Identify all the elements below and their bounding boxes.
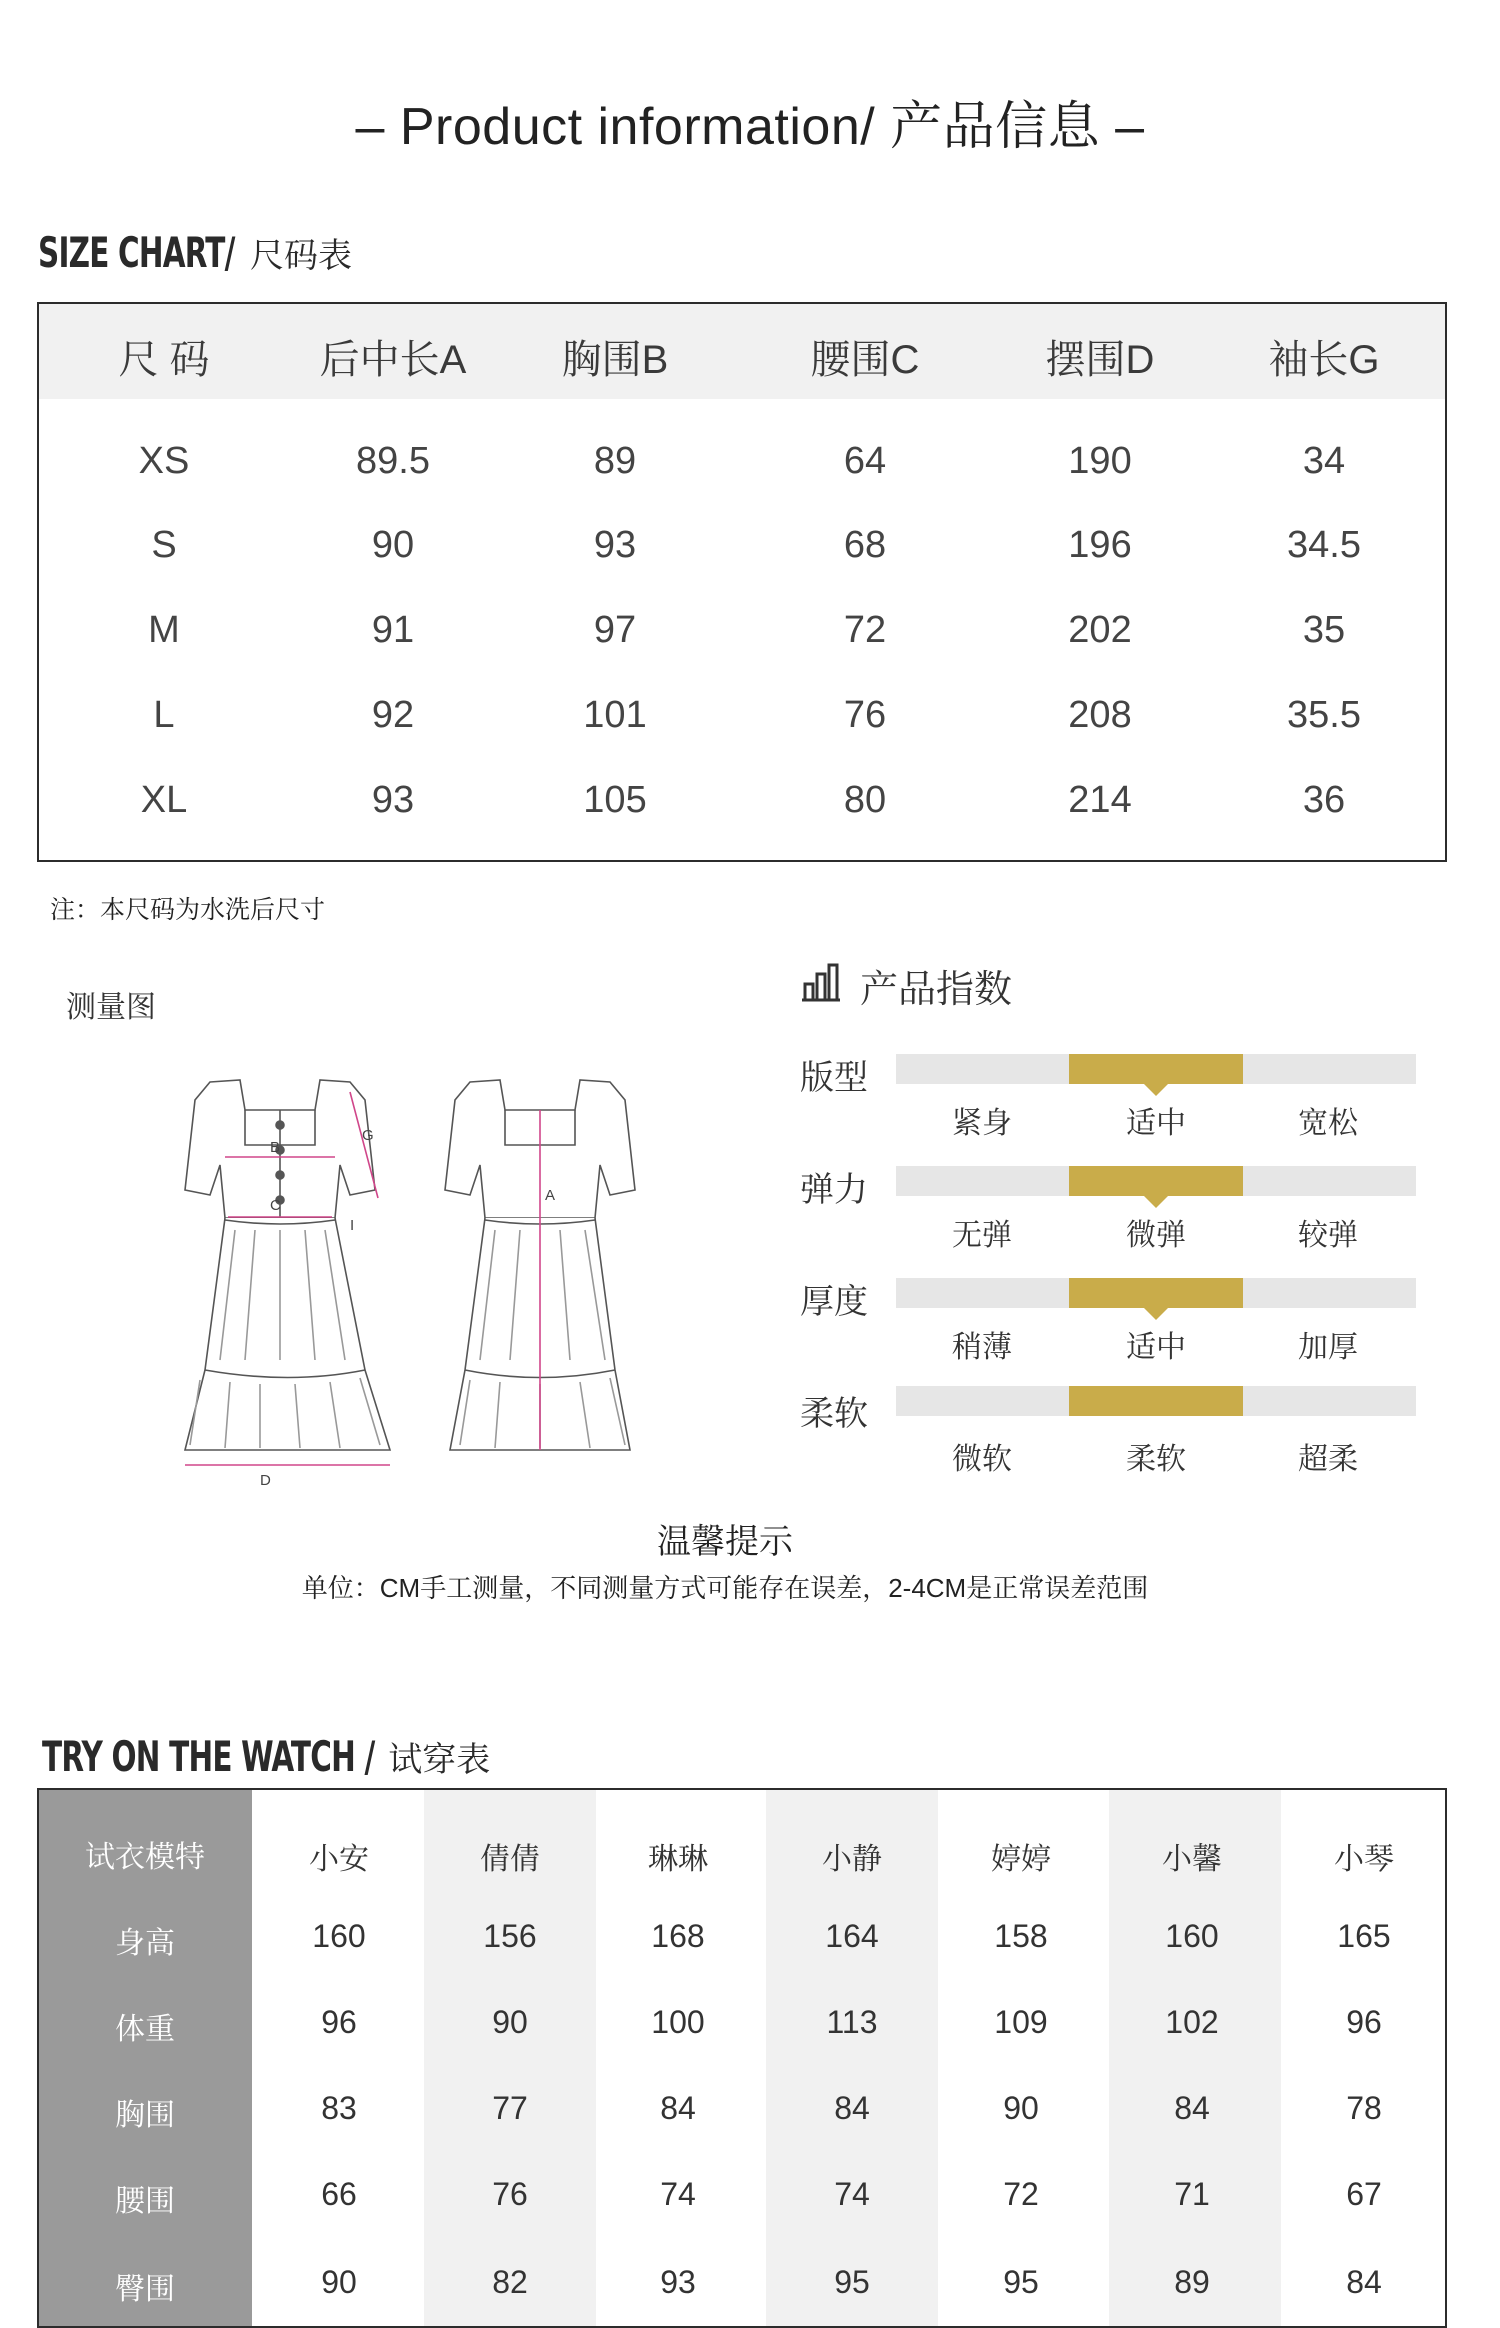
page-title: – Product information/ 产品信息 – xyxy=(355,98,1145,156)
index-label: 柔软 xyxy=(800,1395,868,1433)
size-cell: 76 xyxy=(843,694,887,736)
try-on-cell: 83 xyxy=(321,2090,357,2126)
try-on-cell: 89 xyxy=(1174,2264,1210,2300)
size-cell: 92 xyxy=(371,694,415,736)
try-on-cell: 95 xyxy=(1003,2264,1039,2300)
try-on-cell: 72 xyxy=(1003,2176,1039,2212)
size-cell: XL xyxy=(140,779,188,821)
marker-label: B xyxy=(270,1139,281,1156)
bar-chart-icon xyxy=(800,962,842,1002)
model-name: 小馨 xyxy=(1162,1843,1222,1876)
marker-label: I xyxy=(350,1217,355,1234)
size-chart-title-zh: 尺码表 xyxy=(250,236,353,276)
size-col-header: 后中长A xyxy=(319,338,467,382)
model-name: 婷婷 xyxy=(991,1843,1051,1876)
try-on-cell: 156 xyxy=(483,1918,537,1954)
try-on-cell: 165 xyxy=(1337,1918,1391,1954)
try-on-cell: 95 xyxy=(834,2264,870,2300)
size-cell: 72 xyxy=(843,609,887,651)
index-selected-segment xyxy=(1069,1278,1243,1308)
try-on-cell: 84 xyxy=(1174,2090,1210,2126)
size-col-header: 尺 码 xyxy=(118,338,210,382)
index-selected-segment xyxy=(1069,1166,1243,1196)
measurement-label: 测量图 xyxy=(66,991,156,1024)
size-cell: 97 xyxy=(593,609,637,651)
try-on-header: 试衣模特 xyxy=(85,1841,205,1874)
model-name: 小静 xyxy=(822,1843,882,1876)
marker-label: A xyxy=(545,1187,556,1204)
index-selected-segment xyxy=(1069,1386,1243,1416)
size-cell: 35 xyxy=(1302,609,1346,651)
index-option: 微软 xyxy=(952,1443,1012,1476)
size-chart-header xyxy=(39,304,1445,399)
index-option: 宽松 xyxy=(1298,1107,1358,1140)
size-cell: 93 xyxy=(371,779,415,821)
try-on-cell: 96 xyxy=(321,2004,357,2040)
tips-title: 温馨提示 xyxy=(657,1523,793,1561)
try-on-cell: 164 xyxy=(825,1918,879,1954)
size-cell: 196 xyxy=(1068,524,1132,566)
try-on-cell: 82 xyxy=(492,2264,528,2300)
try-on-cell: 93 xyxy=(660,2264,696,2300)
try-on-cell: 66 xyxy=(321,2176,357,2212)
try-on-row-label: 臀围 xyxy=(115,2273,175,2306)
try-on-cell: 84 xyxy=(834,2090,870,2126)
index-label: 弹力 xyxy=(800,1171,868,1209)
try-on-row-label: 身高 xyxy=(115,1927,175,1960)
try-on-title-en: TRY ON THE WATCH / xyxy=(42,1732,375,1781)
size-note: 注：本尺码为水洗后尺寸 xyxy=(50,896,326,924)
size-cell: 80 xyxy=(843,779,887,821)
index-option: 加厚 xyxy=(1298,1331,1358,1364)
try-on-cell: 90 xyxy=(321,2264,357,2300)
try-on-cell: 71 xyxy=(1174,2176,1210,2212)
marker-label: D xyxy=(260,1472,271,1489)
size-cell: 208 xyxy=(1068,694,1132,736)
size-cell: 89 xyxy=(593,440,637,482)
size-col-header: 袖长G xyxy=(1268,338,1380,382)
try-on-cell: 160 xyxy=(1165,1918,1219,1954)
index-bar xyxy=(896,1054,1416,1084)
size-cell: 90 xyxy=(371,524,415,566)
product-index-title: 产品指数 xyxy=(860,969,1013,1011)
size-chart-table xyxy=(37,302,1447,862)
marker-label: G xyxy=(362,1127,374,1144)
index-label: 版型 xyxy=(800,1059,868,1097)
size-cell: 190 xyxy=(1068,440,1132,482)
size-cell: 101 xyxy=(583,694,647,736)
try-on-cell: 67 xyxy=(1346,2176,1382,2212)
try-on-cell: 84 xyxy=(1346,2264,1382,2300)
size-cell: 89.5 xyxy=(356,440,430,482)
index-label: 厚度 xyxy=(800,1283,868,1321)
size-cell: 91 xyxy=(371,609,415,651)
try-on-row-label: 体重 xyxy=(115,2013,175,2046)
index-notch xyxy=(1144,1308,1168,1320)
size-cell: 34.5 xyxy=(1287,524,1361,566)
model-name: 小琴 xyxy=(1334,1843,1394,1876)
try-on-cell: 74 xyxy=(660,2176,696,2212)
index-bar xyxy=(896,1278,1416,1308)
size-chart-title-en: SIZE CHART/ xyxy=(38,228,235,277)
try-on-row-label: 腰围 xyxy=(115,2185,175,2218)
size-cell: 34 xyxy=(1302,440,1346,482)
index-option: 适中 xyxy=(1126,1107,1186,1140)
size-cell: 93 xyxy=(593,524,637,566)
index-option: 微弹 xyxy=(1126,1219,1186,1252)
size-col-header: 摆围D xyxy=(1045,338,1155,382)
index-selected-segment xyxy=(1069,1054,1243,1084)
try-on-cell: 84 xyxy=(660,2090,696,2126)
size-chart-title xyxy=(38,228,352,277)
index-option: 适中 xyxy=(1126,1331,1186,1364)
try-on-cell: 77 xyxy=(492,2090,528,2126)
try-on-title-zh: 试穿表 xyxy=(388,1740,491,1780)
try-on-cell: 160 xyxy=(312,1918,366,1954)
size-col-header: 胸围B xyxy=(561,338,669,382)
index-notch xyxy=(1144,1084,1168,1096)
index-option: 无弹 xyxy=(952,1219,1012,1252)
size-cell: XS xyxy=(138,440,190,482)
try-on-cell: 90 xyxy=(492,2004,528,2040)
try-on-table xyxy=(37,1788,1447,2328)
try-on-cell: 100 xyxy=(651,2004,705,2040)
try-on-cell: 158 xyxy=(994,1918,1048,1954)
try-on-cell: 113 xyxy=(826,2004,878,2040)
size-cell: M xyxy=(148,609,180,651)
try-on-cell: 78 xyxy=(1346,2090,1382,2126)
size-cell: L xyxy=(153,694,175,736)
try-on-title xyxy=(42,1732,490,1781)
model-name: 琳琳 xyxy=(648,1843,708,1876)
model-name: 小安 xyxy=(309,1843,369,1876)
index-bar xyxy=(896,1386,1416,1416)
tips-text: 单位：CM手工测量，不同测量方式可能存在误差，2-4CM是正常误差范围 xyxy=(301,1573,1149,1603)
size-cell: 202 xyxy=(1068,609,1132,651)
index-option: 柔软 xyxy=(1126,1443,1186,1476)
marker-label: C xyxy=(270,1197,281,1214)
try-on-cell: 96 xyxy=(1346,2004,1382,2040)
size-col-header: 腰围C xyxy=(810,338,920,382)
try-on-row-label: 胸围 xyxy=(115,2099,175,2132)
index-bar xyxy=(896,1166,1416,1196)
size-cell: 36 xyxy=(1302,779,1346,821)
index-option: 较弹 xyxy=(1298,1219,1358,1252)
size-cell: 214 xyxy=(1068,779,1132,821)
index-notch xyxy=(1144,1196,1168,1208)
try-on-cell: 102 xyxy=(1165,2004,1219,2040)
try-on-cell: 168 xyxy=(651,1918,705,1954)
size-cell: 105 xyxy=(583,779,647,821)
try-on-cell: 76 xyxy=(492,2176,528,2212)
dress-measurement-illustration xyxy=(150,1070,670,1490)
index-option: 稍薄 xyxy=(952,1331,1012,1364)
size-cell: 68 xyxy=(843,524,887,566)
index-option: 紧身 xyxy=(952,1107,1012,1140)
index-option: 超柔 xyxy=(1298,1443,1358,1476)
model-name: 倩倩 xyxy=(480,1843,540,1876)
try-on-cell: 109 xyxy=(994,2004,1048,2040)
size-cell: 35.5 xyxy=(1287,694,1361,736)
size-cell: 64 xyxy=(843,440,887,482)
try-on-cell: 74 xyxy=(834,2176,870,2212)
size-cell: S xyxy=(151,524,177,566)
try-on-cell: 90 xyxy=(1003,2090,1039,2126)
